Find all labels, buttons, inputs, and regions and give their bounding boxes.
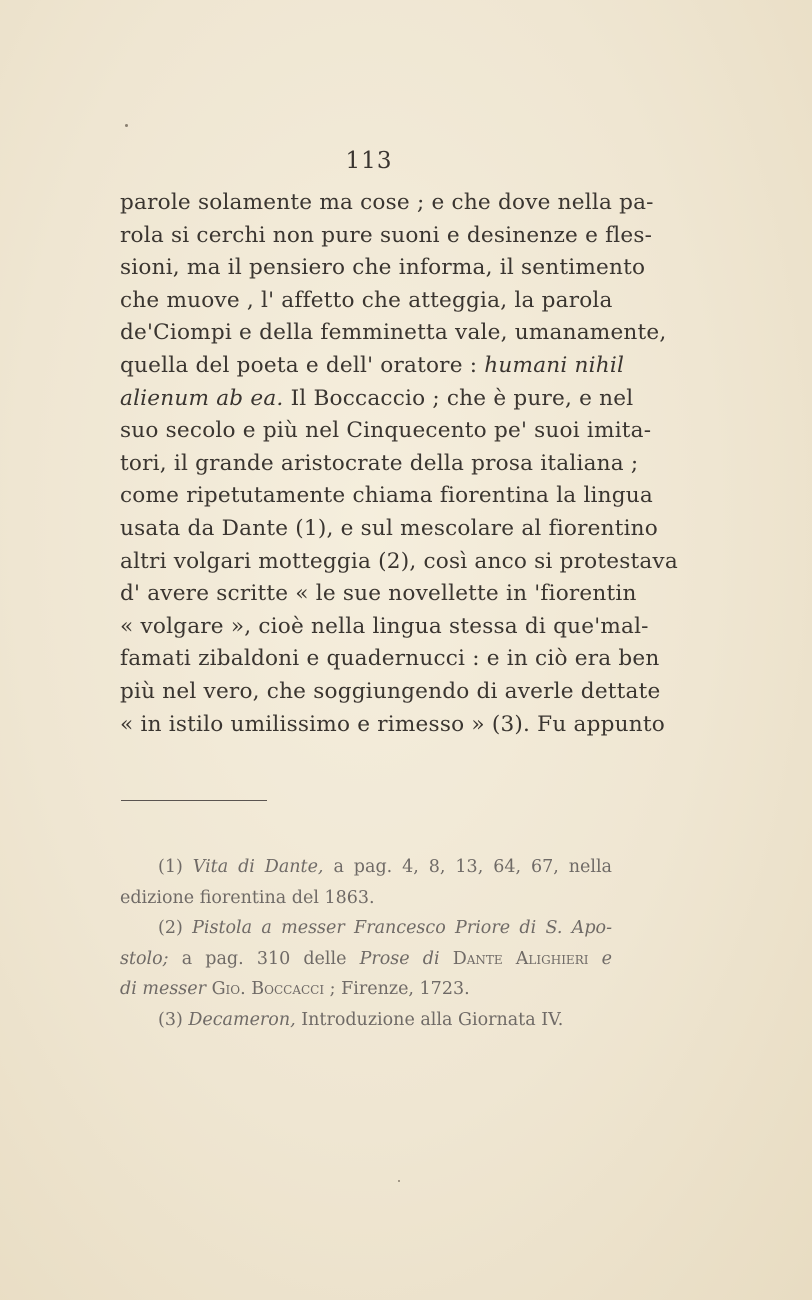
footnote-2-cont: stolo; a pag. 310 delle Prose di Dante Alighieri e xyxy=(120,948,612,969)
latin-phrase: humani nihil xyxy=(484,352,625,378)
text-line: alienum ab ea. Il Boccaccio ; che è pure, e nel xyxy=(120,385,634,411)
text-line: suo secolo e più nel Cinquecento pe' suoi imita- xyxy=(120,418,652,444)
text-line: « in istilo umilissimo e rimesso » (3). Fu appunto xyxy=(120,711,665,737)
paper-speck xyxy=(125,124,128,127)
page-number: 113 xyxy=(345,148,393,174)
text-line: famati zibaldoni e quadernucci : e in ciò era ben xyxy=(120,646,660,672)
text-line: usata da Dante (1), e sul mescolare al fiorentino xyxy=(120,515,658,541)
footnote-1-cont: edizione fiorentina del 1863. xyxy=(120,887,375,908)
text-line: altri volgari motteggia (2), così anco si protestava xyxy=(120,548,678,574)
text-line: che muove , l' affetto che atteggia, la parola xyxy=(120,287,613,313)
text-line: più nel vero, che soggiungendo di averle dettate xyxy=(120,678,661,704)
footnote-3: (3) Decameron, Introduzione alla Giornata IV. xyxy=(158,1009,564,1030)
text-line: « volgare », cioè nella lingua stessa di que'mal- xyxy=(120,613,649,639)
paper-speck xyxy=(398,1180,400,1182)
footnote-divider xyxy=(121,800,267,801)
text-line: quella del poeta e dell' oratore : humani nihil xyxy=(120,352,625,378)
text-line: sioni, ma il pensiero che informa, il sentimento xyxy=(120,255,646,281)
text-line: parole solamente ma cose ; e che dove nella pa- xyxy=(120,190,654,215)
footnote-1: (1) Vita di Dante, a pag. 4, 8, 13, 64, 67, nella xyxy=(158,857,612,877)
footnote-2-cont: di messer Gio. Boccacci ; Firenze, 1723. xyxy=(120,979,470,999)
body-text xyxy=(120,187,678,741)
text-line: tori, il grande aristocrate della prosa italiana ; xyxy=(120,450,639,476)
footnote-2: (2) Pistola a messer Francesco Priore di S. Apo- xyxy=(158,918,613,938)
text-line: come ripetutamente chiama fiorentina la lingua xyxy=(120,483,653,509)
text-line: rola si cerchi non pure suoni e desinenze e fles- xyxy=(120,222,653,248)
text-line: d' avere scritte « le sue novellette in 'fiorentin xyxy=(120,581,637,607)
footnotes xyxy=(120,852,612,1035)
text-line: de'Ciompi e della femminetta vale, umanamente, xyxy=(120,320,667,346)
latin-phrase: alienum ab ea. xyxy=(120,385,284,411)
